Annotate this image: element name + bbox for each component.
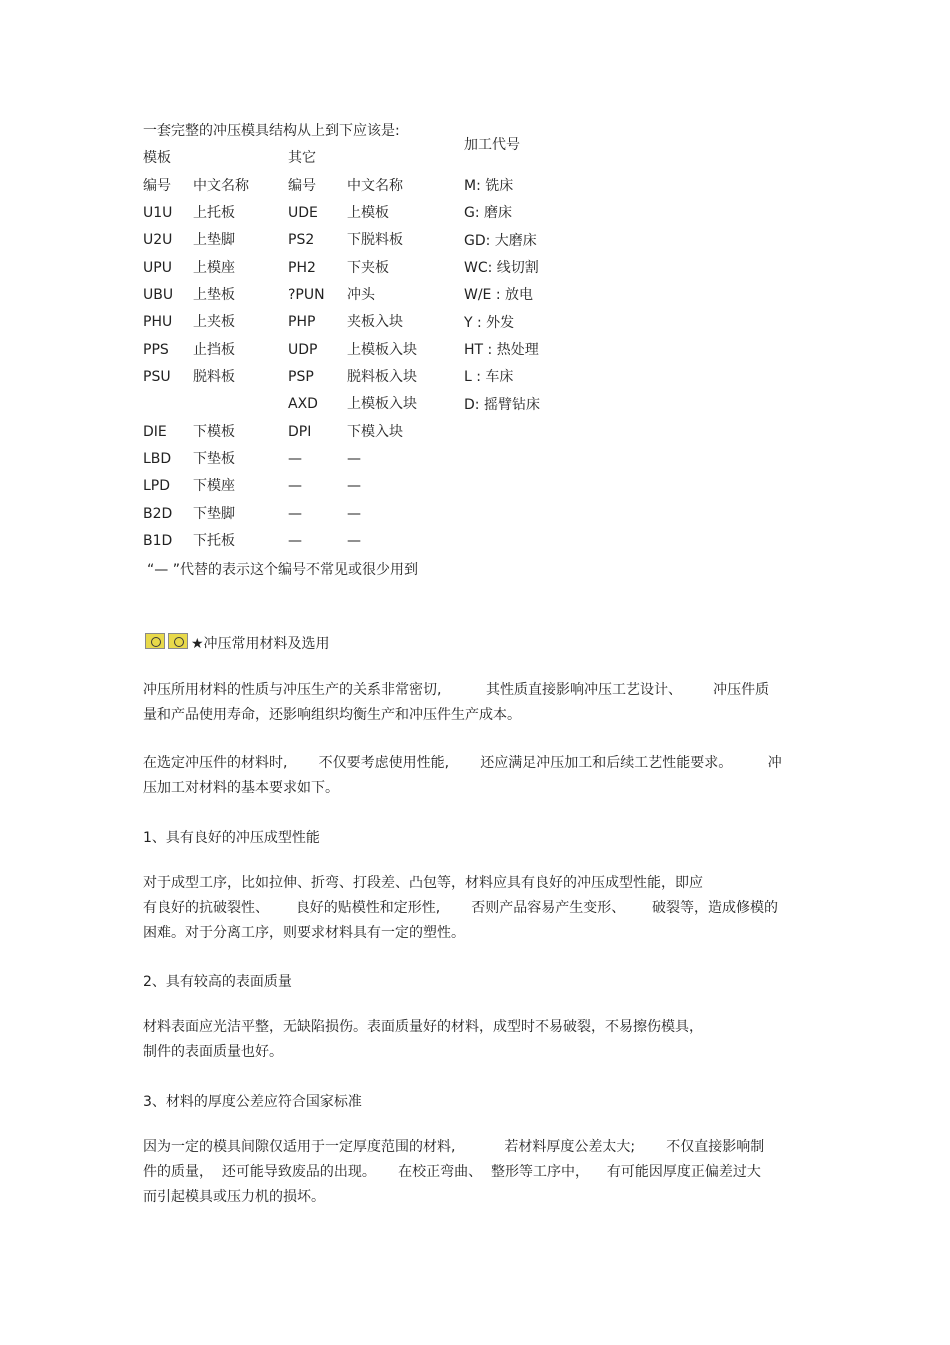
processing-code-item: W/E : 放电 [464, 287, 534, 303]
text-line: 件的质量， 还可能导致废品的出现。 在校正弯曲、 整形等工序中， 有可能因厚度正偏差过大 [143, 1164, 761, 1180]
name-cell: 上模座 [193, 260, 235, 276]
text-line: 3、材料的厚度公差应符合国家标准 [143, 1094, 362, 1110]
code-cell: PHP [288, 314, 316, 330]
processing-code-item: WC: 线切割 [464, 260, 539, 276]
processing-code-item: G: 磨床 [464, 205, 513, 221]
code-cell: LPD [143, 478, 171, 494]
code-cell: DPI [288, 424, 312, 440]
code-cell: PH2 [288, 260, 316, 276]
name-header-2: 中文名称 [347, 178, 403, 194]
text-line: 制件的表面质量也好。 [143, 1044, 283, 1060]
name-cell: 上夹板 [193, 314, 235, 330]
name-cell: 脱料板 [193, 369, 235, 385]
paragraph [143, 1015, 813, 1065]
name-cell: 止挡板 [193, 342, 235, 358]
paragraph [143, 678, 813, 728]
code-cell: ?PUN [288, 287, 325, 303]
text-line: 1、具有良好的冲压成型性能 [143, 830, 320, 846]
paragraph [143, 871, 813, 946]
code-cell: B2D [143, 506, 173, 522]
intro-title: 一套完整的冲压模具结构从上到下应该是: [143, 123, 400, 139]
code-cell: PSP [288, 369, 314, 385]
code-cell: — [288, 533, 302, 549]
text-line: 困难。对于分离工序，则要求材料具有一定的塑性。 [143, 925, 465, 941]
code-cell: UDE [288, 205, 318, 221]
text-line: 材料表面应光洁平整，无缺陷损伤。表面质量好的材料，成型时不易破裂，不易擦伤模具， [143, 1019, 703, 1035]
name-cell: 上模板 [347, 205, 389, 221]
image-icon [145, 633, 165, 649]
text-line: 压加工对材料的基本要求如下。 [143, 780, 339, 796]
code-cell: PPS [143, 342, 169, 358]
processing-code-header: 加工代号 [464, 137, 520, 153]
processing-code-item: HT : 热处理 [464, 342, 539, 358]
image-icon [168, 633, 188, 649]
code-header-1: 编号 [143, 178, 171, 194]
name-cell: 上垫板 [193, 287, 235, 303]
processing-code-item: Y : 外发 [464, 315, 515, 331]
code-cell: B1D [143, 533, 173, 549]
name-cell: 下托板 [193, 533, 235, 549]
code-cell: — [288, 451, 302, 467]
code-cell: PSU [143, 369, 171, 385]
name-header-1: 中文名称 [193, 178, 249, 194]
code-cell: U2U [143, 232, 173, 248]
subheading [143, 970, 813, 995]
name-cell: 冲头 [347, 287, 375, 303]
text-line: 冲压所用材料的性质与冲压生产的关系非常密切, 其性质直接影响冲压工艺设计、 冲压件质 [143, 682, 770, 698]
name-cell: 下模板 [193, 424, 235, 440]
text-line: 在选定冲压件的材料时, 不仅要考虑使用性能, 还应满足冲压加工和后续工艺性能要求。 冲 [143, 755, 782, 771]
name-cell: 上模板入块 [347, 396, 417, 412]
code-cell: — [288, 506, 302, 522]
code-cell: UPU [143, 260, 172, 276]
processing-code-item: M: 铣床 [464, 178, 514, 194]
name-cell: 下脱料板 [347, 232, 403, 248]
name-cell: 下模入块 [347, 424, 403, 440]
name-cell: — [347, 533, 361, 549]
subheading [143, 826, 813, 851]
text-line: 而引起模具或压力机的损坏。 [143, 1189, 325, 1205]
section-title: ★冲压常用材料及选用 [191, 636, 330, 652]
code-cell: U1U [143, 205, 173, 221]
name-cell: 上模板入块 [347, 342, 417, 358]
processing-code-item: L : 车床 [464, 369, 514, 385]
subheading [143, 1090, 813, 1115]
text-line: 因为一定的模具间隙仅适用于一定厚度范围的材料, 若材料厚度公差太大; 不仅直接影响制 [143, 1139, 765, 1155]
text-line: 2、具有较高的表面质量 [143, 974, 292, 990]
paragraph [143, 1135, 813, 1210]
code-cell: PS2 [288, 232, 315, 248]
name-cell: — [347, 478, 361, 494]
text-line: 量和产品使用寿命，还影响组织均衡生产和冲压件生产成本。 [143, 707, 521, 723]
code-cell: UDP [288, 342, 318, 358]
name-cell: — [347, 506, 361, 522]
plate-header: 模板 [143, 150, 171, 166]
name-cell: 脱料板入块 [347, 369, 417, 385]
paragraph [143, 751, 813, 801]
code-header-2: 编号 [288, 178, 316, 194]
name-cell: 上托板 [193, 205, 235, 221]
processing-code-item: GD: 大磨床 [464, 233, 537, 249]
name-cell: 夹板入块 [347, 314, 403, 330]
name-cell: 下夹板 [347, 260, 389, 276]
name-cell: 下模座 [193, 478, 235, 494]
name-cell: 下垫脚 [193, 506, 235, 522]
name-cell: 上垫脚 [193, 232, 235, 248]
code-cell: LBD [143, 451, 172, 467]
processing-code-item: D: 摇臂钻床 [464, 397, 540, 413]
code-cell: DIE [143, 424, 167, 440]
name-cell: — [347, 451, 361, 467]
code-cell: AXD [288, 396, 318, 412]
code-cell: — [288, 478, 302, 494]
code-cell: UBU [143, 287, 174, 303]
table-note: “— ”代替的表示这个编号不常见或很少用到 [147, 562, 418, 578]
code-cell: PHU [143, 314, 173, 330]
text-line: 对于成型工序，比如拉伸、折弯、打段差、凸包等，材料应具有良好的冲压成型性能，即应 [143, 875, 703, 891]
text-line: 有良好的抗破裂性、 良好的贴模性和定形性, 否则产品容易产生变形、 破裂等，造成修模的 [143, 900, 779, 916]
name-cell: 下垫板 [193, 451, 235, 467]
other-header: 其它 [288, 150, 316, 166]
